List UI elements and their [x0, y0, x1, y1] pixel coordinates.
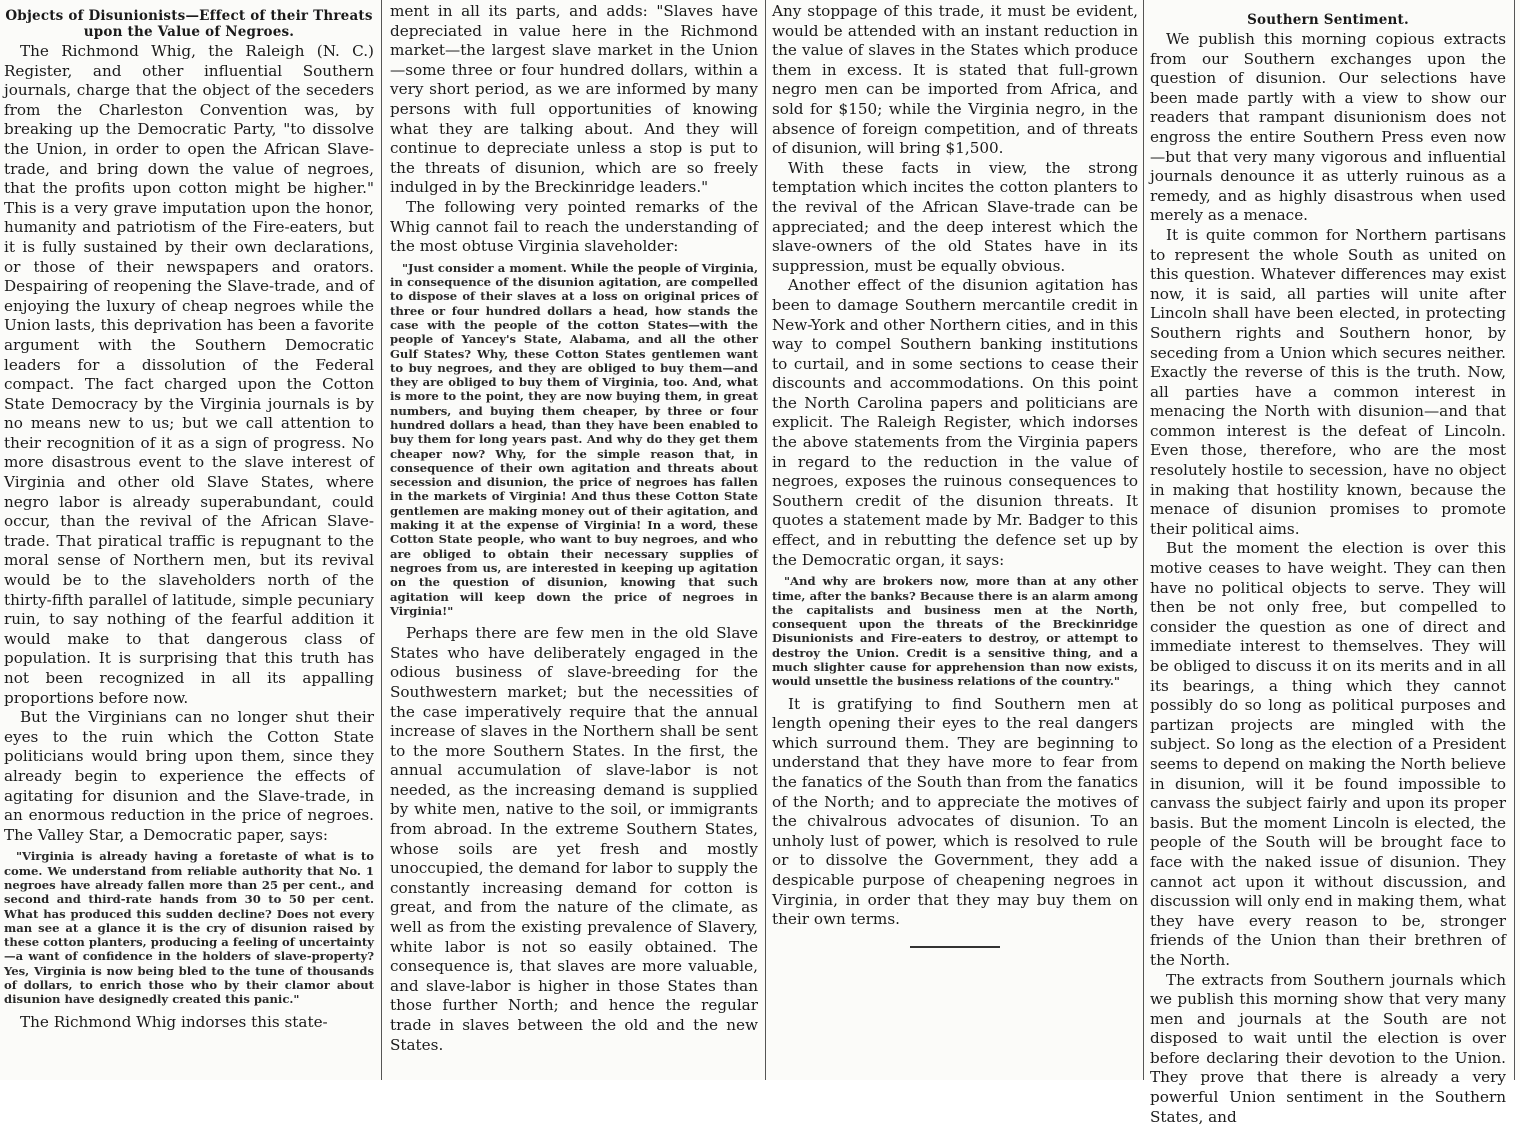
section-divider [910, 946, 1000, 948]
column-rule [1143, 0, 1144, 1080]
article-paragraph: But the Virginians can no longer shut their eyes to the ruin which the Cotton State politicians would bring upon them, since they already begin to experience the effects of agitating for disunion and the Slave-trade, in an enormous reduction in the price of negroes. The Valley Star, a Democratic paper, says: [4, 708, 374, 845]
article-paragraph: The following very pointed remarks of the Whig cannot fail to reach the understanding of the most obtuse Virginia slaveholder: [390, 198, 758, 257]
column-1 [4, 2, 374, 1080]
article-paragraph: With these facts in view, the strong temptation which incites the cotton planters to the revival of the African Slave-trade can be appreciated; and the deep interest which the slave-owners of the old States have in its suppression, must be equally obvious. [772, 159, 1138, 277]
article-paragraph: The Richmond Whig indorses this state- [4, 1013, 374, 1033]
article-paragraph: It is gratifying to find Southern men at length opening their eyes to the real dangers which surround them. They are beginning to understand that they have more to fear from the fanatics of the South than from the fanatics of the North; and to appreciate the motives of the chivalrous advocates of disunion. To an unholy lust of power, which is resolved to rule or to dissolve the Government, they add a despicable purpose of cheapening negroes in Virginia, in order that they may buy them on their own terms. [772, 695, 1138, 930]
article-paragraph: ment in all its parts, and adds: "Slaves have depreciated in value here in the Richmond market—the largest slave market in the Union—some three or four hundred dollars, within a very short period, as we are informed by many persons with full opportunities of knowing what they are talking about. And they will continue to depreciate unless a stop is put to the threats of disunion, which are so freely indulged in by the Breckinridge leaders." [390, 2, 758, 198]
article-paragraph: But the moment the election is over this motive ceases to have weight. They can then have no political objects to serve. They will then be not only free, but compelled to consider the question as one of direct and immediate interest to themselves. They will be obliged to discuss it on its merits and in all its bearings, a thing which they cannot possibly do so long as political purposes and partizan projects are mingled with the subject. So long as the election of a President seems to depend on making the North believe in disunion, will it be found impossible to canvass the subject fairly and upon its proper basis. But the moment Lincoln is elected, the people of the South will be brought face to face with the naked issue of disunion. They cannot act upon it without discussion, and discussion will only end in making them, what they have every reason to be, stronger friends of the Union than their brethren of the North. [1150, 539, 1506, 970]
article-headline: Southern Sentiment. [1150, 12, 1506, 28]
block-quote: "Just consider a moment. While the people of Virginia, in consequence of the disunion agitation, are compelled to dispose of their slaves at a loss on original prices of three or four hundred dollars a head, how stands the case with the people of the cotton States—with the people of Yancey's State, Alabama, and all the other Gulf States? Why, these Cotton States gentlemen want to buy negroes, and they are obliged to buy them—and they are obliged to buy them of Virginia, too. And, what is more to the point, they are now buying them, in great numbers, and buying them cheaper, by three or four hundred dollars a head, than they have been enabled to buy them for long years past. And why do they get them cheaper now? Why, for the simple reason that, in consequence of their own agitation and threats about secession and disunion, the price of negroes has fallen in the markets of Virginia! And thus these Cotton State gentlemen are making money out of their agitation, and making it at the expense of Virginia! In a word, these Cotton State people, who want to buy negroes, and who are obliged to obtain their necessary supplies of negroes from us, are interested in keeping up agitation on the question of disunion, knowing that such agitation will keep down the price of negroes in Virginia!" [390, 261, 758, 618]
block-quote: "And why are brokers now, more than at any other time, after the banks? Because there is an alarm among the capitalists and business men at the North, consequent upon the threats of the Breckinridge Disunionists and Fire-eaters to destroy, or attempt to destroy the Union. Credit is a sensitive thing, and a much slighter cause for apprehension than now exists, would unsettle the business relations of the country." [772, 574, 1138, 688]
article-paragraph: Perhaps there are few men in the old Slave States who have deliberately engaged in the odious business of slave-breeding for the Southwestern market; but the necessities of the case imperatively require that the annual increase of slaves in the Northern shall be sent to the more Southern States. In the first, the annual accumulation of slave-labor is not needed, as the increasing demand is supplied by white men, native to the soil, or immigrants from abroad. In the extreme Southern States, whose soils are yet fresh and mostly unoccupied, the demand for labor to supply the constantly increasing demand for cotton is great, and from the nature of the climate, as well as from the existing prevalence of Slavery, white labor is not so easily obtained. The consequence is, that slaves are more valuable, and slave-labor is higher in those States than those further North; and hence the regular trade in slaves between the old and the new States. [390, 624, 758, 1055]
column-2 [390, 2, 758, 1080]
column-rule [1514, 0, 1515, 1080]
column-3 [772, 2, 1138, 1080]
column-rule [381, 0, 382, 1080]
article-headline: Objects of Disunionists—Effect of their Threats upon the Value of Negroes. [4, 8, 374, 40]
column-4 [1150, 2, 1506, 1080]
column-rule [765, 0, 766, 1080]
article-paragraph: The extracts from Southern journals which we publish this morning show that very many men and journals at the South are not disposed to wait until the election is over before declaring their devotion to the Union. They prove that there is already a very powerful Union sentiment in the Southern States, and [1150, 971, 1506, 1127]
block-quote: "Virginia is already having a foretaste of what is to come. We understand from reliable authority that No. 1 negroes have already fallen more than 25 per cent., and second and third-rate hands from 30 to 50 per cent. What has produced this sudden decline? Does not every man see at a glance it is the cry of disunion raised by these cotton planters, producing a feeling of uncertainty—a want of confidence in the holders of slave-property? Yes, Virginia is now being bled to the tune of thousands of dollars, to enrich those who by their clamor about disunion have designedly created this panic." [4, 849, 374, 1006]
article-paragraph: The Richmond Whig, the Raleigh (N. C.) Register, and other influential Southern journals, charge that the object of the seceders from the Charleston Convention was, by breaking up the Democratic Party, "to dissolve the Union, in order to open the African Slave-trade, and bring down the value of negroes, that the profits upon cotton might be higher." This is a very grave imputation upon the honor, humanity and patriotism of the Fire-eaters, but it is fully sustained by their own declarations, or those of their newspapers and orators. Despairing of reopening the Slave-trade, and of enjoying the luxury of cheap negroes while the Union lasts, this deprivation has been a favorite argument with the Southern Democratic leaders for a dissolution of the Federal compact. The fact charged upon the Cotton State Democracy by the Virginia journals is by no means new to us; but we call attention to their recognition of it as a sign of progress. No more disastrous event to the slave interest of Virginia and other old Slave States, where negro labor is already superabundant, could occur, than the revival of the African Slave-trade. That piratical traffic is repugnant to the moral sense of Northern men, but its revival would be to the slaveholders north of the thirty-fifth parallel of latitude, simple pecuniary ruin, to say nothing of the fearful addition it would make to that dangerous class of population. It is surprising that this truth has not been recognized in all its appalling proportions before now. [4, 42, 374, 708]
article-paragraph: Any stoppage of this trade, it must be evident, would be attended with an instant reduction in the value of slaves in the States which produce them in excess. It is stated that full-grown negro men can be imported from Africa, and sold for $150; while the Virginia negro, in the absence of foreign competition, and of threats of disunion, will bring $1,500. [772, 2, 1138, 159]
article-paragraph: It is quite common for Northern partisans to represent the whole South as united on this question. Whatever differences may exist now, it is said, all parties will unite after Lincoln shall have been elected, in protecting Southern rights and Southern honor, by seceding from a Union which secures neither. Exactly the reverse of this is the truth. Now, all parties have a common interest in menacing the North with disunion—and that common interest is the defeat of Lincoln. Even those, therefore, who are the most resolutely hostile to secession, have no object in making that hostility known, because the menace of disunion promises to promote their political aims. [1150, 226, 1506, 540]
article-paragraph: Another effect of the disunion agitation has been to damage Southern mercantile credit in New-York and other Northern cities, and in this way to compel Southern banking institutions to curtail, and in some sections to cease their discounts and accommodations. On this point the North Carolina papers and politicians are explicit. The Raleigh Register, which indorses the above statements from the Virginia papers in regard to the reduction in the value of negroes, exposes the ruinous consequences to Southern credit of the disunion threats. It quotes a statement made by Mr. Badger to this effect, and in rebutting the defence set up by the Democratic organ, it says: [772, 276, 1138, 570]
article-paragraph: We publish this morning copious extracts from our Southern exchanges upon the question of disunion. Our selections have been made partly with a view to show our readers that rampant disunionism does not engross the entire Southern Press even now—but that very many vigorous and influential journals denounce it as utterly ruinous as a remedy, and as highly disastrous when used merely as a menace. [1150, 30, 1506, 226]
